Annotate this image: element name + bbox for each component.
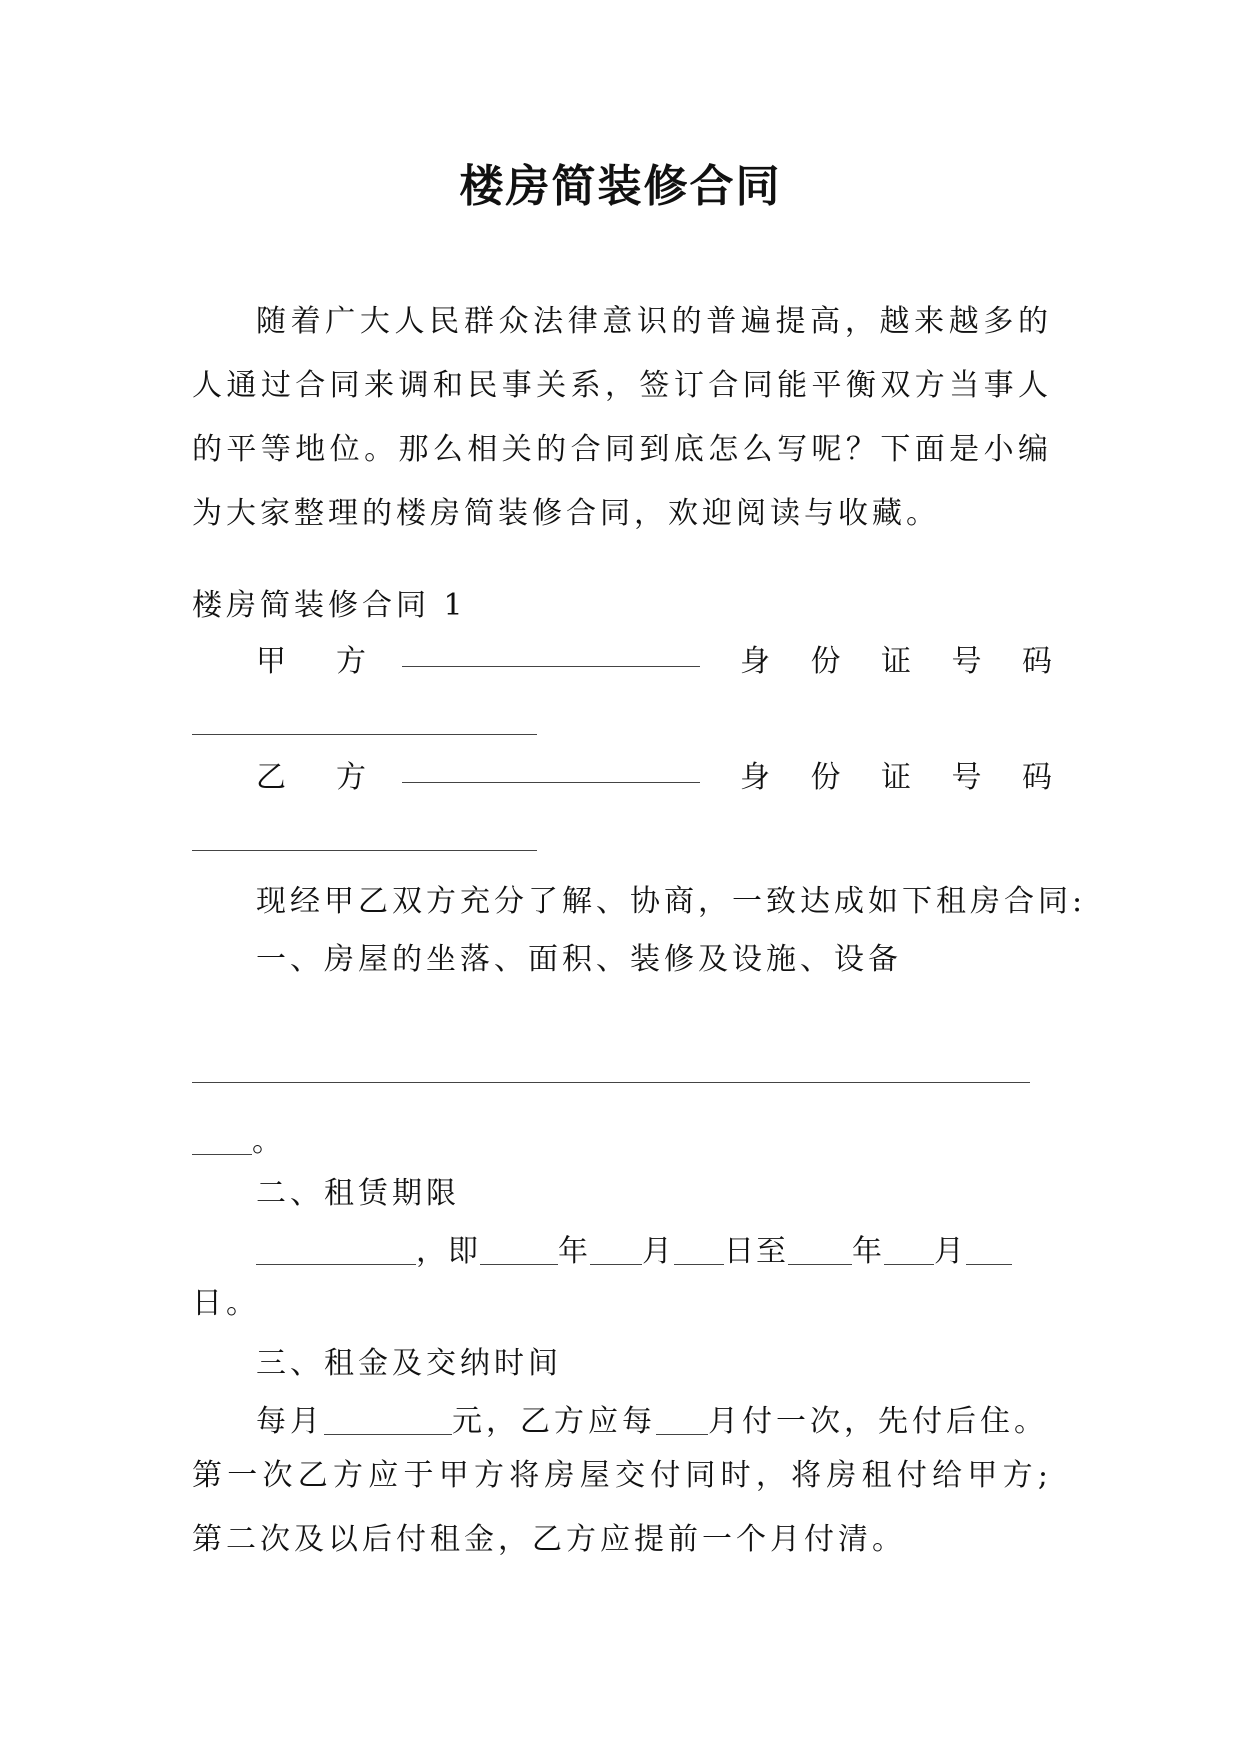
rent-payment-paragraph: 第一次乙方应于甲方将房屋交付同时，将房租付给甲方;第二次及以后付租金，乙方应提前一个月付清。	[192, 1458, 1052, 1557]
rent-line	[256, 1396, 1048, 1440]
id-label-char: 码	[1022, 760, 1052, 795]
start-year-blank[interactable]	[480, 1234, 558, 1265]
party-a-name-blank[interactable]	[402, 636, 700, 667]
year-label: 年	[558, 1234, 590, 1269]
start-day-blank[interactable]	[674, 1234, 724, 1265]
yuan-label: 元，乙方应每	[452, 1404, 656, 1439]
id-label-char: 份	[810, 760, 841, 795]
contract-heading: 楼房简装修合同 1	[192, 588, 467, 623]
party-b-name-blank[interactable]	[402, 752, 700, 783]
id-label-char: 身	[740, 644, 770, 679]
lease-duration-blank[interactable]	[256, 1234, 416, 1265]
party-a-id-blank[interactable]	[192, 734, 537, 735]
party-b-char: 乙	[256, 760, 286, 795]
section-1-heading: 一、房屋的坐落、面积、装修及设施、设备	[256, 942, 902, 977]
id-label-char: 码	[1022, 644, 1052, 679]
end-year-blank[interactable]	[788, 1234, 852, 1265]
end-day-blank[interactable]	[966, 1234, 1012, 1265]
id-label-char: 证	[881, 644, 911, 679]
section-1-tail-blank[interactable]	[192, 1124, 252, 1155]
year-label: 年	[852, 1234, 884, 1269]
section-1-long-blank[interactable]	[192, 1082, 1030, 1083]
monthly-label: 每月	[256, 1404, 324, 1439]
document-title: 楼房简装修合同	[459, 161, 782, 212]
party-b-char: 方	[336, 760, 366, 795]
month-label: 月	[934, 1234, 966, 1269]
intro-paragraph: 随着广大人民群众法律意识的普遍提高，越来越多的人通过合同来调和民事关系，签订合同能平衡双方当事人的平等地位。那么相关的合同到底怎么写呢？下面是小编为大家整理的楼房简装修合同，欢迎阅读与收藏。	[192, 304, 1052, 531]
party-a-char: 甲	[256, 644, 286, 679]
id-label-char: 号	[951, 644, 982, 679]
id-label-char: 份	[810, 644, 841, 679]
party-b-line	[256, 752, 1052, 796]
start-month-blank[interactable]	[590, 1234, 642, 1265]
id-label-char: 号	[951, 760, 982, 795]
period-mark: 。	[252, 1124, 286, 1159]
month-label: 月	[642, 1234, 674, 1269]
party-a-char: 方	[336, 644, 366, 679]
pay-months-blank[interactable]	[656, 1404, 708, 1435]
party-a-line	[256, 636, 1052, 680]
rent-amount-blank[interactable]	[324, 1404, 452, 1435]
id-label-char: 身	[740, 760, 770, 795]
pay-frequency-text: 月付一次，先付后住。	[708, 1404, 1048, 1439]
lease-period-line	[256, 1226, 1012, 1270]
day-to-label: 日至	[724, 1234, 788, 1269]
lease-ji: ，即	[416, 1234, 480, 1269]
agreement-statement: 现经甲乙双方充分了解、协商，一致达成如下租房合同:	[256, 884, 1087, 919]
section-3-heading: 三、租金及交纳时间	[256, 1346, 562, 1381]
section-1-tail	[192, 1116, 286, 1160]
section-2-heading: 二、租赁期限	[256, 1176, 460, 1211]
party-b-id-blank[interactable]	[192, 850, 537, 851]
lease-period-end: 日。	[192, 1286, 260, 1321]
id-label-char: 证	[881, 760, 911, 795]
end-month-blank[interactable]	[884, 1234, 934, 1265]
